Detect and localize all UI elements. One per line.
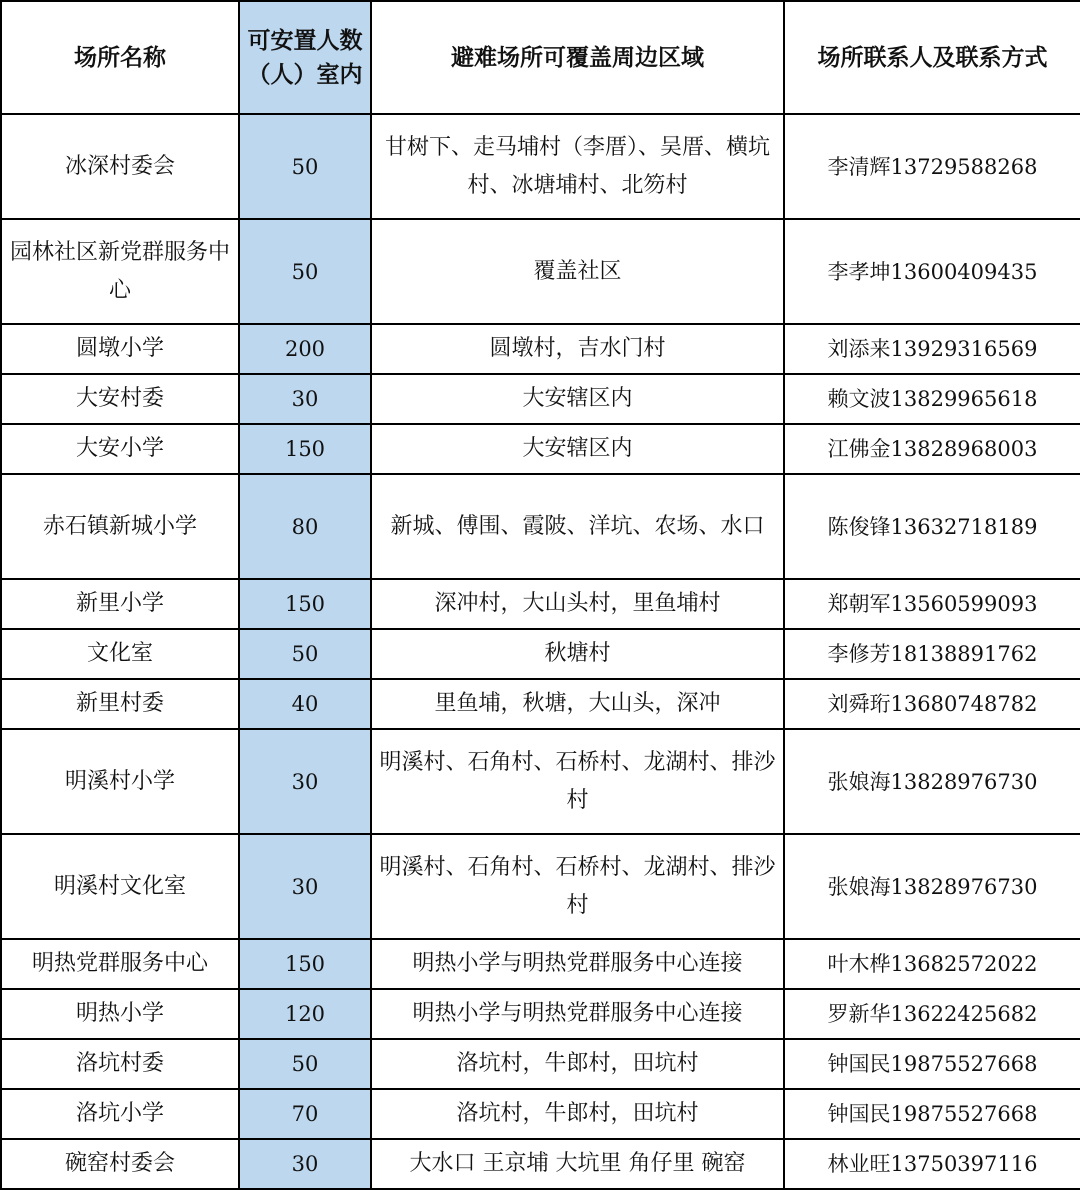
coverage-area: 明热小学与明热党群服务中心连接 — [371, 939, 784, 989]
site-name: 文化室 — [1, 629, 239, 679]
contact-info: 林业旺13750397116 — [784, 1139, 1080, 1189]
contact-info: 江佛金13828968003 — [784, 424, 1080, 474]
header-coverage-area: 避难场所可覆盖周边区域 — [371, 1, 784, 114]
site-name: 明热小学 — [1, 989, 239, 1039]
capacity-value: 30 — [239, 834, 371, 939]
contact-info: 张娘海13828976730 — [784, 729, 1080, 834]
site-name: 赤石镇新城小学 — [1, 474, 239, 579]
site-name: 明溪村小学 — [1, 729, 239, 834]
site-name: 洛坑村委 — [1, 1039, 239, 1089]
coverage-area: 里鱼埔，秋塘，大山头，深冲 — [371, 679, 784, 729]
table-row — [1, 989, 1080, 1039]
site-name: 冰深村委会 — [1, 114, 239, 219]
contact-info: 李孝坤13600409435 — [784, 219, 1080, 324]
coverage-area: 甘树下、走马埔村（李厝）、吴厝、横坑村、冰塘埔村、北笏村 — [371, 114, 784, 219]
contact-info: 刘舜珩13680748782 — [784, 679, 1080, 729]
header-contact: 场所联系人及联系方式 — [784, 1, 1080, 114]
table-row — [1, 629, 1080, 679]
capacity-value: 200 — [239, 324, 371, 374]
table-row — [1, 579, 1080, 629]
capacity-value: 50 — [239, 629, 371, 679]
table-row — [1, 729, 1080, 834]
capacity-value: 30 — [239, 1139, 371, 1189]
table-row — [1, 219, 1080, 324]
table-row — [1, 1089, 1080, 1139]
contact-info: 陈俊锋13632718189 — [784, 474, 1080, 579]
table-row — [1, 939, 1080, 989]
contact-info: 郑朝军13560599093 — [784, 579, 1080, 629]
contact-info: 刘添来13929316569 — [784, 324, 1080, 374]
site-name: 明热党群服务中心 — [1, 939, 239, 989]
coverage-area: 覆盖社区 — [371, 219, 784, 324]
site-name: 大安村委 — [1, 374, 239, 424]
capacity-value: 30 — [239, 374, 371, 424]
capacity-value: 80 — [239, 474, 371, 579]
contact-info: 钟国民19875527668 — [784, 1039, 1080, 1089]
capacity-value: 50 — [239, 219, 371, 324]
coverage-area: 深冲村，大山头村，里鱼埔村 — [371, 579, 784, 629]
table-row — [1, 114, 1080, 219]
contact-info: 钟国民19875527668 — [784, 1089, 1080, 1139]
coverage-area: 洛坑村，牛郎村，田坑村 — [371, 1039, 784, 1089]
coverage-area: 圆墩村，吉水门村 — [371, 324, 784, 374]
site-name: 大安小学 — [1, 424, 239, 474]
table-row — [1, 374, 1080, 424]
coverage-area: 秋塘村 — [371, 629, 784, 679]
table-header-row — [1, 1, 1080, 114]
site-name: 新里小学 — [1, 579, 239, 629]
coverage-area: 大水口 王京埔 大坑里 角仔里 碗窑 — [371, 1139, 784, 1189]
site-name: 园林社区新党群服务中心 — [1, 219, 239, 324]
table-row — [1, 424, 1080, 474]
site-name: 碗窑村委会 — [1, 1139, 239, 1189]
header-capacity: 可安置人数（人）室内 — [239, 1, 371, 114]
table-row — [1, 324, 1080, 374]
capacity-value: 50 — [239, 114, 371, 219]
site-name: 明溪村文化室 — [1, 834, 239, 939]
capacity-value: 30 — [239, 729, 371, 834]
coverage-area: 大安辖区内 — [371, 424, 784, 474]
capacity-value: 40 — [239, 679, 371, 729]
capacity-value: 70 — [239, 1089, 371, 1139]
capacity-value: 120 — [239, 989, 371, 1039]
contact-info: 李清辉13729588268 — [784, 114, 1080, 219]
capacity-value: 150 — [239, 579, 371, 629]
site-name: 新里村委 — [1, 679, 239, 729]
capacity-value: 150 — [239, 939, 371, 989]
header-site-name: 场所名称 — [1, 1, 239, 114]
capacity-value: 150 — [239, 424, 371, 474]
table-row — [1, 834, 1080, 939]
coverage-area: 明热小学与明热党群服务中心连接 — [371, 989, 784, 1039]
contact-info: 叶木桦13682572022 — [784, 939, 1080, 989]
contact-info: 张娘海13828976730 — [784, 834, 1080, 939]
coverage-area: 新城、傅围、霞陂、洋坑、农场、水口 — [371, 474, 784, 579]
table-row — [1, 474, 1080, 579]
coverage-area: 大安辖区内 — [371, 374, 784, 424]
contact-info: 赖文波13829965618 — [784, 374, 1080, 424]
contact-info: 李修芳18138891762 — [784, 629, 1080, 679]
table-row — [1, 679, 1080, 729]
capacity-value: 50 — [239, 1039, 371, 1089]
contact-info: 罗新华13622425682 — [784, 989, 1080, 1039]
coverage-area: 洛坑村，牛郎村，田坑村 — [371, 1089, 784, 1139]
table-row — [1, 1039, 1080, 1089]
coverage-area: 明溪村、石角村、石桥村、龙湖村、排沙村 — [371, 834, 784, 939]
site-name: 圆墩小学 — [1, 324, 239, 374]
coverage-area: 明溪村、石角村、石桥村、龙湖村、排沙村 — [371, 729, 784, 834]
table-row — [1, 1139, 1080, 1189]
site-name: 洛坑小学 — [1, 1089, 239, 1139]
